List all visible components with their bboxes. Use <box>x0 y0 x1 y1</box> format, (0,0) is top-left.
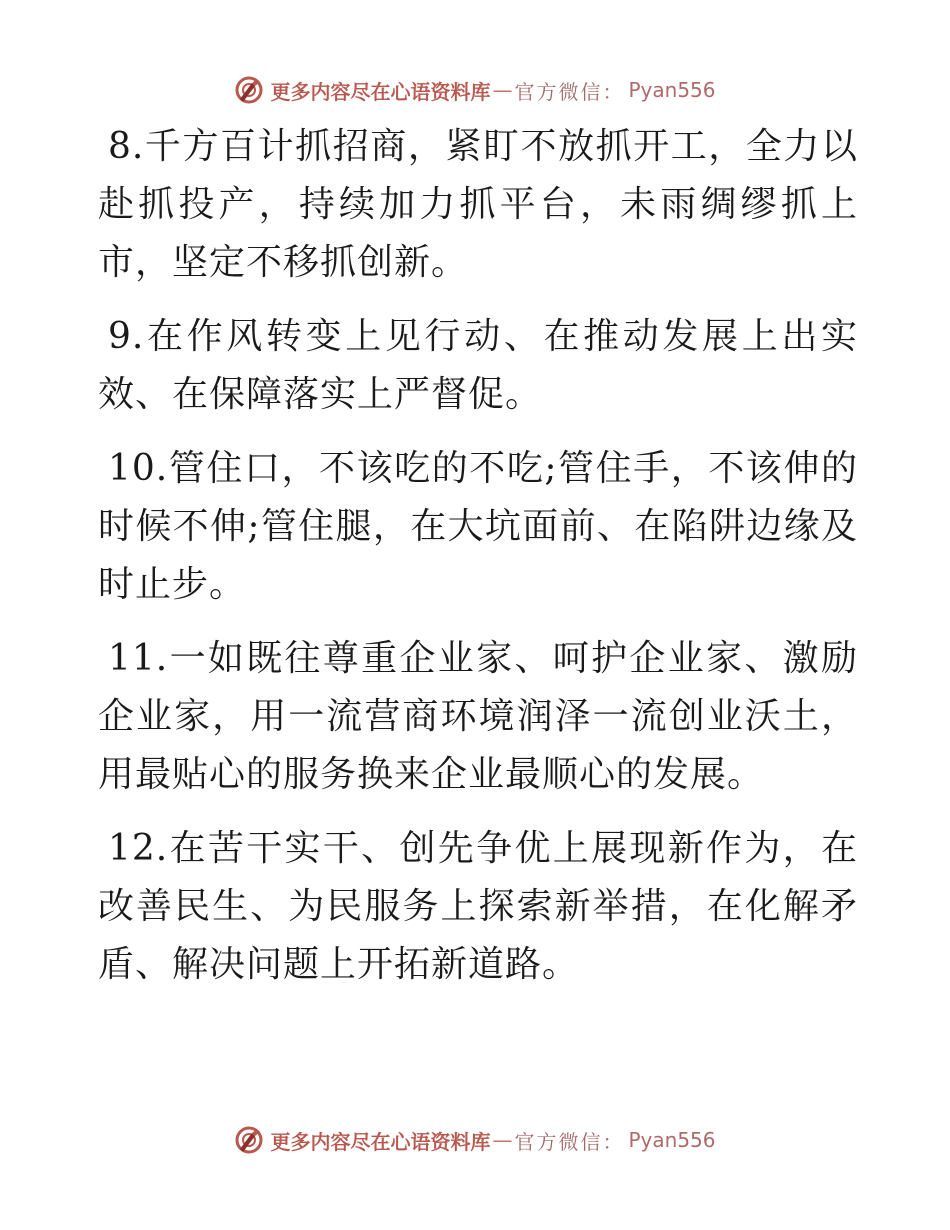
paragraph-number: 12. <box>108 828 169 869</box>
footer-banner <box>0 1120 950 1160</box>
brand-logo-icon <box>234 1125 264 1155</box>
banner-official-label: 官方微信： <box>514 79 625 104</box>
footer-banner-text <box>270 1126 715 1155</box>
header-banner-text <box>270 76 715 105</box>
header-banner <box>0 70 950 110</box>
banner-official-label: 官方微信： <box>514 1129 625 1154</box>
banner-dash: — <box>492 78 513 102</box>
paragraph-10 <box>98 440 858 614</box>
banner-title: 更多内容尽在心语资料库 <box>270 79 491 104</box>
paragraph-text: 在作风转变上见行动、在推动发展上出实效、在保障落实上严督促。 <box>98 316 858 415</box>
paragraph-number: 8. <box>108 126 145 167</box>
paragraph-12 <box>98 820 858 994</box>
paragraph-text: 管住口，不该吃的不吃;管住手，不该伸的时候不伸;管住腿，在大坑面前、在陷阱边缘及时止步。 <box>98 448 858 605</box>
banner-wechat-id: Pyan556 <box>628 1128 716 1152</box>
paragraph-text: 千方百计抓招商，紧盯不放抓开工，全力以赴抓投产，持续加力抓平台，未雨绸缪抓上市，坚定不移抓创新。 <box>98 126 858 283</box>
paragraph-text: 在苦干实干、创先争优上展现新作为，在改善民生、为民服务上探索新举措，在化解矛盾、解决问题上开拓新道路。 <box>98 828 858 985</box>
document-body <box>98 118 858 1010</box>
paragraph-number: 10. <box>108 448 169 489</box>
banner-wechat-id: Pyan556 <box>628 78 716 102</box>
paragraph-number: 9. <box>108 316 145 357</box>
paragraph-number: 11. <box>108 638 169 679</box>
brand-logo-icon <box>234 75 264 105</box>
paragraph-8 <box>98 118 858 292</box>
paragraph-9 <box>98 308 858 424</box>
banner-title: 更多内容尽在心语资料库 <box>270 1129 491 1154</box>
paragraph-text: 一如既往尊重企业家、呵护企业家、激励企业家，用一流营商环境润泽一流创业沃土，用最贴心的服务换来企业最顺心的发展。 <box>98 638 858 795</box>
banner-dash: — <box>492 1128 513 1152</box>
paragraph-11 <box>98 630 858 804</box>
